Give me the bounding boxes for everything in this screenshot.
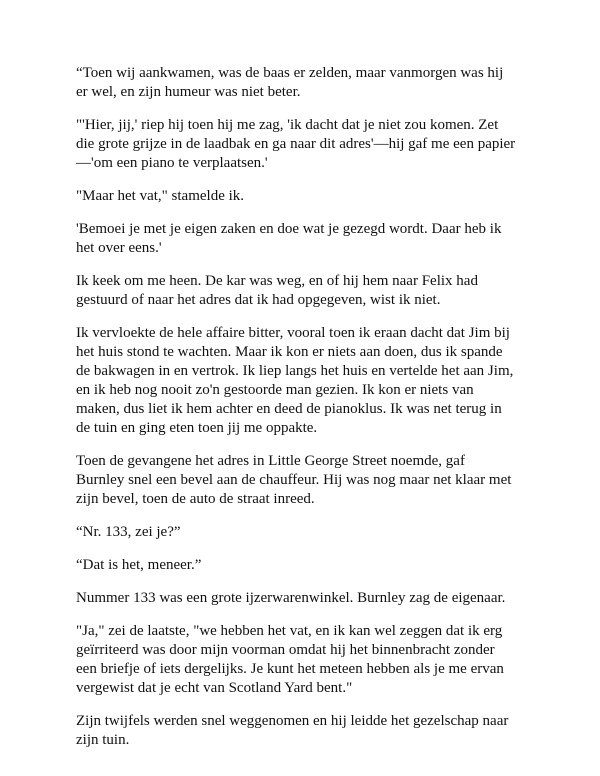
paragraph-5: Ik keek om me heen. De kar was weg, en of hij hem naar Felix had gestuurd of naar het adres dat ik had opgegeven, wist ik niet.: [76, 273, 478, 308]
document-page: [76, 64, 516, 764]
paragraph-7: Toen de gevangene het adres in Little George Street noemde, gaf Burnley snel een bevel aan de chauffeur. Hij was nog maar net klaar met zijn bevel, toen de auto de straat inreed.: [76, 453, 512, 507]
paragraph-11: "Ja," zei de laatste, "we hebben het vat, en ik kan wel zeggen dat ik erg geïrriteerd was door mijn voorman omdat hij het binnenbracht zonder een briefje of iets dergelijks. Je kunt het meteen hebben als je me ervan vergewist dat je echt van Scotland Yard bent.": [76, 623, 504, 696]
paragraph-10: Nummer 133 was een grote ijzerwarenwinkel. Burnley zag de eigenaar.: [76, 590, 506, 606]
paragraph-4: 'Bemoei je met je eigen zaken en doe wat je gezegd wordt. Daar heb ik het over eens.': [76, 221, 502, 256]
paragraph-2: "'Hier, jij,' riep hij toen hij me zag, 'ik dacht dat je niet zou komen. Zet die grote grijze in de laadbak en ga naar dit adres'—hij gaf me een papier—'om een piano te verplaatsen.': [76, 117, 516, 171]
paragraph-3: "Maar het vat," stamelde ik.: [76, 188, 245, 204]
paragraph-6: Ik vervloekte de hele affaire bitter, vooral toen ik eraan dacht dat Jim bij het huis stond te wachten. Maar ik kon er niets aan doen, dus ik spande de bakwagen in en vertrok. Ik liep langs het huis en vertelde het aan Jim, en ik heb nog nooit zo'n gestoorde man gezien. Ik kon er niets van maken, dus liet ik hem achter en deed de pianoklus. Ik was net terug in de tuin en ging eten toen jij me oppakte.: [76, 325, 514, 436]
paragraph-12: Zijn twijfels werden snel weggenomen en hij leidde het gezelschap naar zijn tuin.: [76, 713, 509, 748]
paragraph-9: “Dat is het, meneer.”: [76, 557, 202, 573]
paragraph-1: “Toen wij aankwamen, was de baas er zelden, maar vanmorgen was hij er wel, en zijn humeur was niet beter.: [76, 65, 504, 100]
paragraph-8: “Nr. 133, zei je?”: [76, 524, 181, 540]
